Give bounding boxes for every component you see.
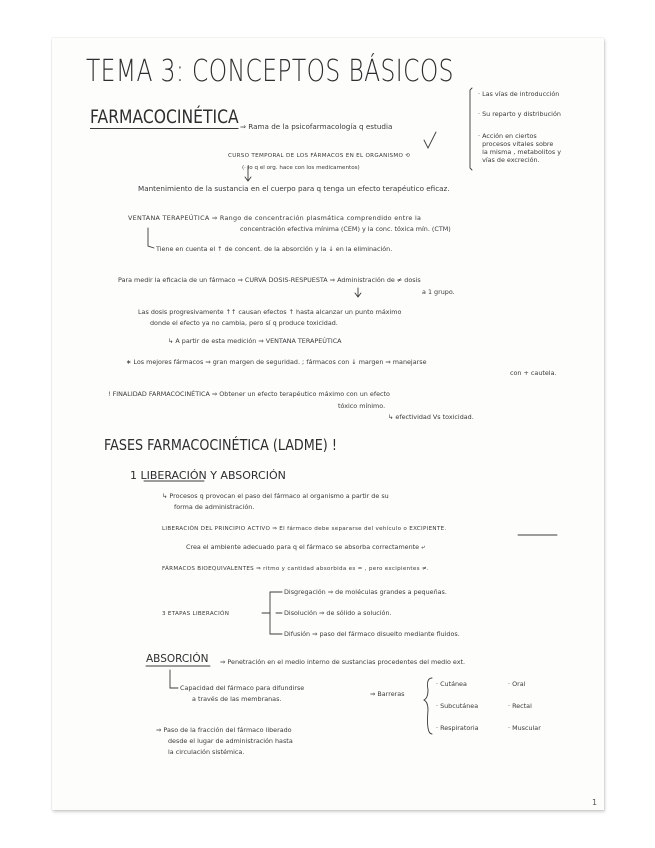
hook-arrow-icon bbox=[148, 228, 154, 248]
etapa-difusion: Difusión ⇒ paso del fármaco disuelto mediante fluidos. bbox=[284, 630, 460, 638]
crea-text: Crea el ambiente adecuado para q el fármaco se absorba correctamente ⤶ bbox=[186, 543, 425, 551]
check-mark-icon bbox=[424, 132, 436, 148]
side-note-3: · Acción en ciertos procesos vitales sobre la misma , metabolitos y vías de excreción. bbox=[478, 132, 562, 164]
via-cutanea: · Cutánea bbox=[436, 680, 467, 688]
apartir-text: ↳ A partir de esta medición ⇒ VENTANA TERAPEÚTICA bbox=[168, 337, 342, 345]
absorcion-heading: ABSORCIÓN bbox=[146, 653, 209, 665]
paso-line-3: la circulación sistémica. bbox=[168, 748, 245, 756]
via-subcutanea: · Subcutánea bbox=[436, 702, 479, 710]
mantenimiento-text: Mantenimiento de la sustancia en el cuerpo para q tenga un efecto terapéutico eficaz. bbox=[138, 184, 450, 193]
via-respiratoria: · Respiratoria bbox=[436, 724, 479, 732]
procesos-line-2: forma de administración. bbox=[174, 503, 255, 511]
capacidad-hook-icon bbox=[170, 670, 178, 688]
farmacocinetica-definition: ⇒ Rama de la psicofarmacología q estudia bbox=[240, 122, 393, 131]
tiene-text: Tiene en cuenta el ↑ de concent. de la absorción y la ↓ en la eliminación. bbox=[156, 245, 393, 253]
side-note-2: · Su reparto y distribución bbox=[478, 110, 561, 118]
farmacos-bioequivalentes: FÁRMACOS BIOEQUIVALENTES ⇒ ritmo y cantidad absorbida es = , pero excipientes ≠. bbox=[162, 566, 430, 572]
via-muscular: · Muscular bbox=[508, 724, 541, 732]
capacidad-line-2: a través de las membranas. bbox=[192, 695, 282, 703]
ventana-line-2: concentración efectiva mínima (CEM) y la conc. tóxica mín. (CTM) bbox=[240, 225, 451, 233]
down-arrow-2-icon bbox=[355, 288, 361, 297]
notebook-page bbox=[52, 38, 604, 810]
section-liberacion-absorcion: 1 LIBERACIÓN Y ABSORCIÓN bbox=[130, 469, 286, 482]
curso-temporal: CURSO TEMPORAL DE LOS FÁRMACOS EN EL ORGANISMO ⟲ bbox=[228, 153, 411, 159]
paso-line-2: desde el lugar de administración hasta bbox=[168, 737, 293, 745]
ventana-line-1: VENTANA TERAPEÚTICA ⇒ Rango de concentración plasmática comprendido entre la bbox=[128, 214, 422, 222]
side-notes-bracket bbox=[470, 88, 472, 170]
fases-heading: FASES FARMACOCINÉTICA (LADME) ! bbox=[104, 436, 337, 454]
farmacocinetica-heading: FARMACOCINÉTICA bbox=[90, 106, 239, 128]
vias-brace bbox=[424, 678, 432, 734]
via-rectal: · Rectal bbox=[508, 702, 532, 710]
medir-line-2: a 1 grupo. bbox=[422, 288, 455, 296]
etapas-bracket bbox=[262, 592, 276, 634]
side-note-1: · Las vías de introducción bbox=[478, 90, 560, 98]
dosis-line-1: Las dosis progresivamente ↑↑ causan efectos ↑ hasta alcanzar un punto máximo bbox=[138, 308, 402, 316]
page-number: 1 bbox=[592, 798, 598, 807]
mejores-text: ∗ Los mejores fármacos ⇒ gran margen de seguridad. ; fármacos con ↓ margen ⇒ manejarse bbox=[126, 358, 427, 366]
barreras-label: ⇒ Barreras bbox=[370, 690, 405, 698]
etapa-disgregacion: Disgregación ⇒ de moléculas grandes a pequeñas. bbox=[284, 588, 447, 596]
etapa-disolucion: Disolución ⇒ de sólido a solución. bbox=[284, 609, 392, 617]
down-arrow-icon bbox=[245, 166, 251, 181]
medir-line-1: Para medir la eficacia de un fármaco ⇒ CURVA DOSIS-RESPUESTA ⇒ Administración de ≠ dosis bbox=[118, 276, 421, 284]
liberacion-principio-activo: LIBERACIÓN DEL PRINCIPIO ACTIVO ⇒ El fármaco debe separarse del vehículo o EXCIPIENTE. bbox=[162, 526, 447, 532]
dosis-line-2: donde el efecto ya no cambia, pero sí q produce toxicidad. bbox=[150, 319, 338, 327]
page-title: TEMA 3: CONCEPTOS BÁSICOS bbox=[86, 54, 454, 89]
curso-note: (· lo q el org. hace con los medicamentos) bbox=[242, 165, 360, 171]
finalidad-line-3: ↳ efectividad Vs toxicidad. bbox=[388, 413, 474, 421]
procesos-line-1: ↳ Procesos q provocan el paso del fármaco al organismo a partir de su bbox=[162, 492, 389, 500]
mejores-cont: con + cautela. bbox=[510, 369, 557, 377]
capacidad-line-1: Capacidad del fármaco para difundirse bbox=[180, 684, 305, 692]
annotation-strokes bbox=[52, 38, 604, 810]
etapas-label: 3 ETAPAS LIBERACIÓN bbox=[162, 611, 230, 617]
finalidad-line-2: tóxico mínimo. bbox=[338, 402, 386, 410]
finalidad-line-1: ! FINALIDAD FARMACOCINÉTICA ⇒ Obtener un efecto terapéutico máximo con un efecto bbox=[108, 390, 390, 398]
paso-line-1: ⇒ Paso de la fracción del fármaco liberado bbox=[156, 726, 292, 734]
absorcion-definition: ⇒ Penetración en el medio interno de sustancias procedentes del medio ext. bbox=[220, 658, 466, 666]
via-oral: · Oral bbox=[508, 680, 526, 688]
etapas-arrows bbox=[276, 592, 282, 634]
